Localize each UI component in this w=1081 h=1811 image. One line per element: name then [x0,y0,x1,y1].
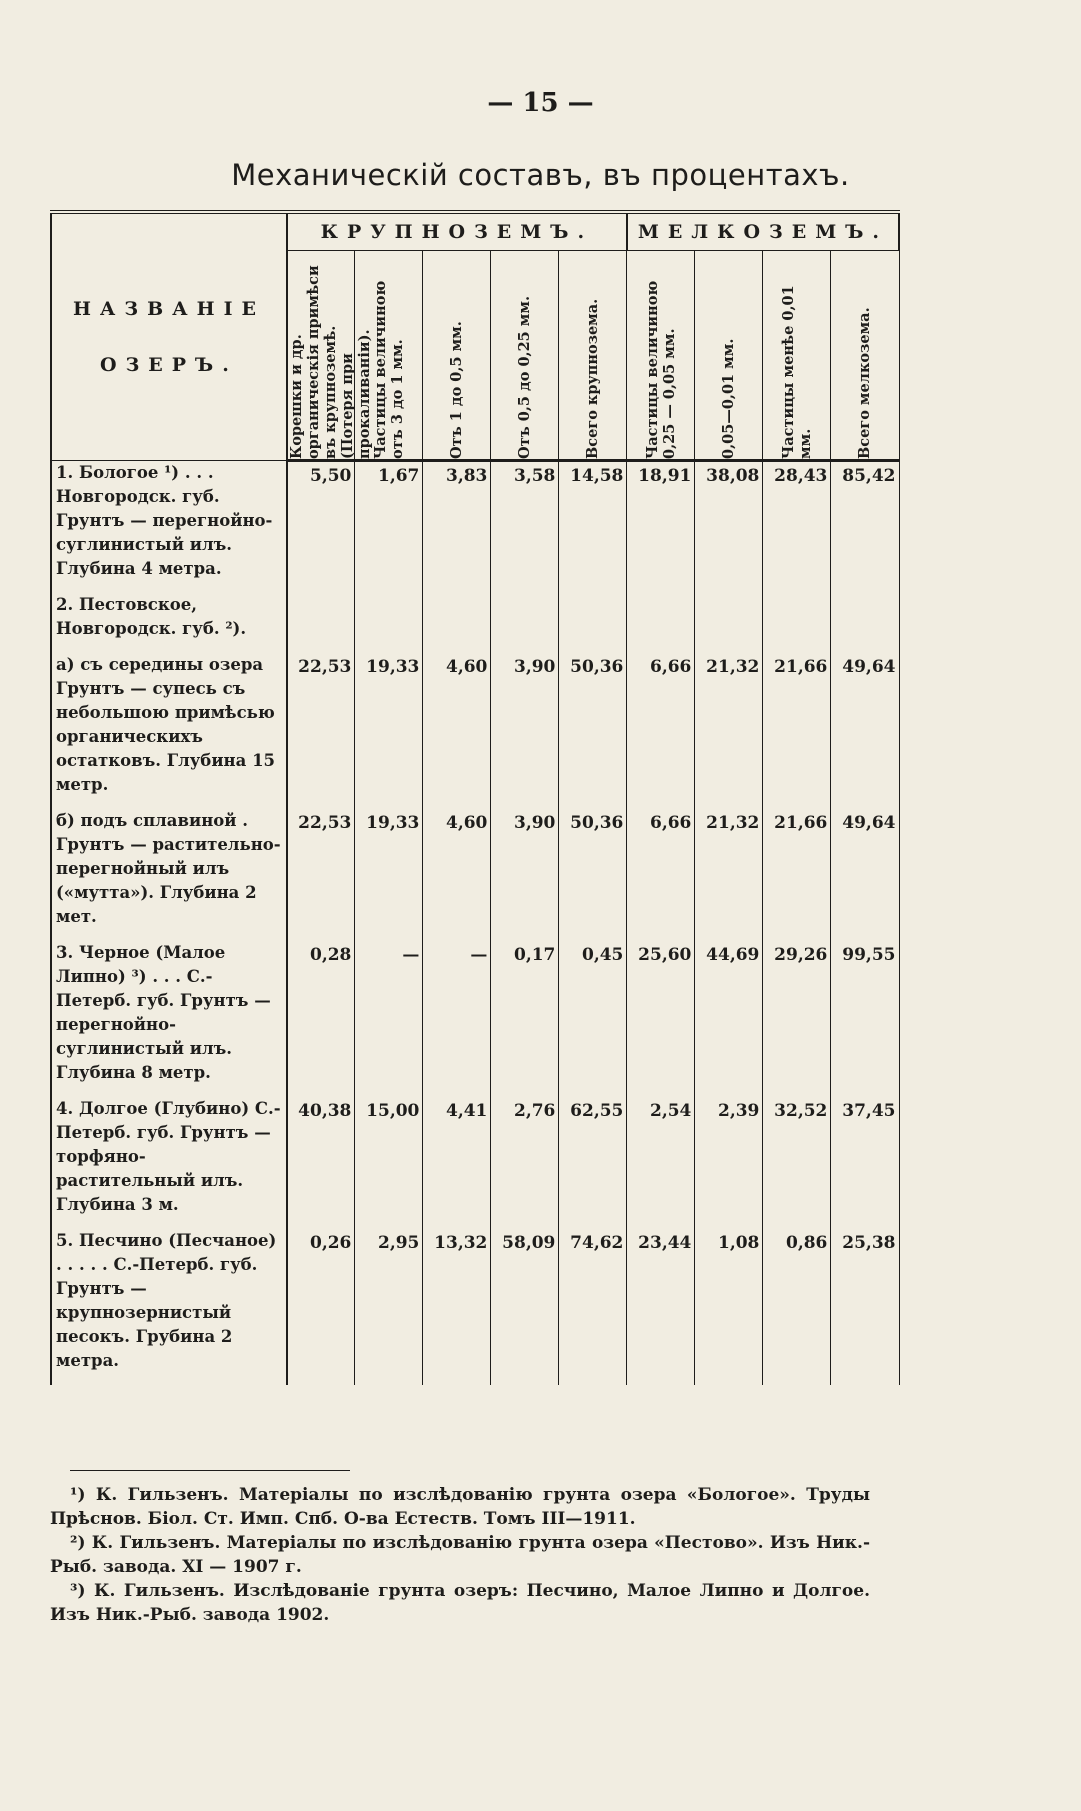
value-cell: 13,32 [423,1229,491,1385]
value-cell: 6,66 [627,653,695,809]
page-title: Механическій составъ, въ процентахъ. [231,158,850,192]
value-cell: 1,08 [695,1229,763,1385]
value-cell: 37,45 [831,1097,899,1229]
value-cell: 38,08 [695,461,763,594]
value-cell: 21,66 [763,653,831,809]
value-cell: — [423,941,491,1097]
value-cell [491,593,559,653]
table-row [51,653,899,809]
value-cell: 40,38 [287,1097,355,1229]
value-cell: 19,33 [355,809,423,941]
value-cell: 99,55 [831,941,899,1097]
page-number: — 15 — [487,88,594,118]
value-cell: 2,39 [695,1097,763,1229]
table-row [51,941,899,1097]
value-cell: 22,53 [287,809,355,941]
composition-table-wrapper [50,210,900,1385]
column-header-text: Корешки и др. органическія примѣси въ крупноземѣ. (Потеря при прокаливаніи). [287,265,373,459]
value-cell [559,593,627,653]
value-cell: 3,83 [423,461,491,594]
column-header-text: Частицы величиною 0,25 — 0,05 мм. [643,280,678,459]
column-header [763,251,831,461]
value-cell: — [355,941,423,1097]
value-cell: 25,38 [831,1229,899,1385]
value-cell: 15,00 [355,1097,423,1229]
composition-table [50,210,900,1385]
value-cell: 14,58 [559,461,627,594]
table-row [51,461,899,594]
value-cell [627,593,695,653]
table-row [51,1229,899,1385]
value-cell [695,593,763,653]
column-header-text: Всего мелкозема. [856,307,874,459]
value-cell: 3,90 [491,653,559,809]
column-header [831,251,899,461]
lake-name-header-line1: НАЗВАНІЕ [72,298,265,320]
value-cell: 62,55 [559,1097,627,1229]
footnote-rule [70,1470,350,1471]
value-cell: 22,53 [287,653,355,809]
table-row [51,809,899,941]
column-header [491,251,559,461]
value-cell: 28,43 [763,461,831,594]
fine-group-header: МЕЛКОЗЕМЪ. [627,212,899,251]
value-cell: 4,60 [423,653,491,809]
value-cell: 49,64 [831,653,899,809]
value-cell: 0,45 [559,941,627,1097]
footnote: ¹) К. Гильзенъ. Матеріалы по изслѣдованію грунта озера «Бологое». Труды Прѣснов. Біол. Ст. Имп. Спб. О-ва Естеств. Томъ III—1911. [50,1485,870,1529]
value-cell [287,593,355,653]
column-header [695,251,763,461]
value-cell: 25,60 [627,941,695,1097]
lake-name-header-line2: ОЗЕРЪ. [100,354,238,376]
value-cell: 6,66 [627,809,695,941]
value-cell: 2,54 [627,1097,695,1229]
value-cell: 1,67 [355,461,423,594]
footnote: ²) К. Гильзенъ. Матеріалы по изслѣдованію грунта озера «Пестово». Изъ Ник.-Рыб. завода. XI — 1907 г. [50,1533,870,1577]
value-cell [355,593,423,653]
coarse-group-header: КРУПНОЗЕМЪ. [287,212,627,251]
footnote: ³) К. Гильзенъ. Изслѣдованіе грунта озеръ: Песчино, Малое Липно и Долгое. Изъ Ник.-Рыб. завода 1902. [50,1581,870,1625]
value-cell: 21,32 [695,653,763,809]
value-cell: 3,58 [491,461,559,594]
value-cell: 50,36 [559,653,627,809]
value-cell [763,593,831,653]
value-cell: 0,86 [763,1229,831,1385]
column-header [287,251,373,461]
value-cell: 29,26 [763,941,831,1097]
value-cell: 32,52 [763,1097,831,1229]
value-cell: 5,50 [287,461,355,594]
value-cell: 18,91 [627,461,695,594]
column-header [559,251,627,461]
table-row [51,593,899,653]
value-cell [423,593,491,653]
lake-name-cell: б) подъ сплавиной . Грунтъ — растительно-перегнойный илъ («мутта»). Глубина 2 мет. [51,809,287,941]
lake-name-cell: 1. Бологое ¹) . . . Новгородск. губ. Грунтъ — перегнойно-суглинистый илъ. Глубина 4 метра. [51,461,287,594]
value-cell: 21,66 [763,809,831,941]
value-cell: 50,36 [559,809,627,941]
column-header-text: Всего крупнозема. [584,298,602,459]
value-cell: 0,17 [491,941,559,1097]
value-cell: 4,60 [423,809,491,941]
lake-name-header [51,212,287,461]
value-cell: 0,28 [287,941,355,1097]
value-cell: 21,32 [695,809,763,941]
column-header [627,251,695,461]
value-cell: 44,69 [695,941,763,1097]
value-cell: 4,41 [423,1097,491,1229]
value-cell: 2,95 [355,1229,423,1385]
footnotes [50,1470,870,1627]
lake-name-cell: 3. Черное (Малое Липно) ³) . . . С.-Петерб. губ. Грунтъ — перегнойно-суглинистый илъ. Глубина 8 метр. [51,941,287,1097]
lake-name-cell: а) съ середины озера Грунтъ — супесь съ небольшою примѣсью органическихъ остатковъ. Глубина 15 метр. [51,653,287,809]
column-header-text: Частицы менѣе 0,01 мм. [779,285,814,459]
value-cell: 3,90 [491,809,559,941]
value-cell: 2,76 [491,1097,559,1229]
table-row [51,1097,899,1229]
value-cell: 58,09 [491,1229,559,1385]
value-cell [831,593,899,653]
value-cell: 49,64 [831,809,899,941]
value-cell: 0,26 [287,1229,355,1385]
value-cell: 19,33 [355,653,423,809]
value-cell: 23,44 [627,1229,695,1385]
lake-name-cell: 5. Песчино (Песчаное) . . . . . С.-Петерб. губ. Грунтъ — крупнозернистый песокъ. Грубина 2 метра. [51,1229,287,1385]
column-header-text: Отъ 1 до 0,5 мм. [448,321,466,459]
value-cell: 85,42 [831,461,899,594]
column-header [423,251,491,461]
column-header-text: Частицы величиною отъ 3 до 1 мм. [371,280,406,459]
value-cell: 74,62 [559,1229,627,1385]
column-header-text: 0,05—0,01 мм. [720,338,738,459]
column-header-text: Отъ 0,5 до 0,25 мм. [516,295,534,459]
lake-name-cell: 2. Пестовское, Новгородск. губ. ²). [51,593,287,653]
lake-name-cell: 4. Долгое (Глубино) С.-Петерб. губ. Грунтъ — торфяно-растительный илъ. Глубина 3 м. [51,1097,287,1229]
